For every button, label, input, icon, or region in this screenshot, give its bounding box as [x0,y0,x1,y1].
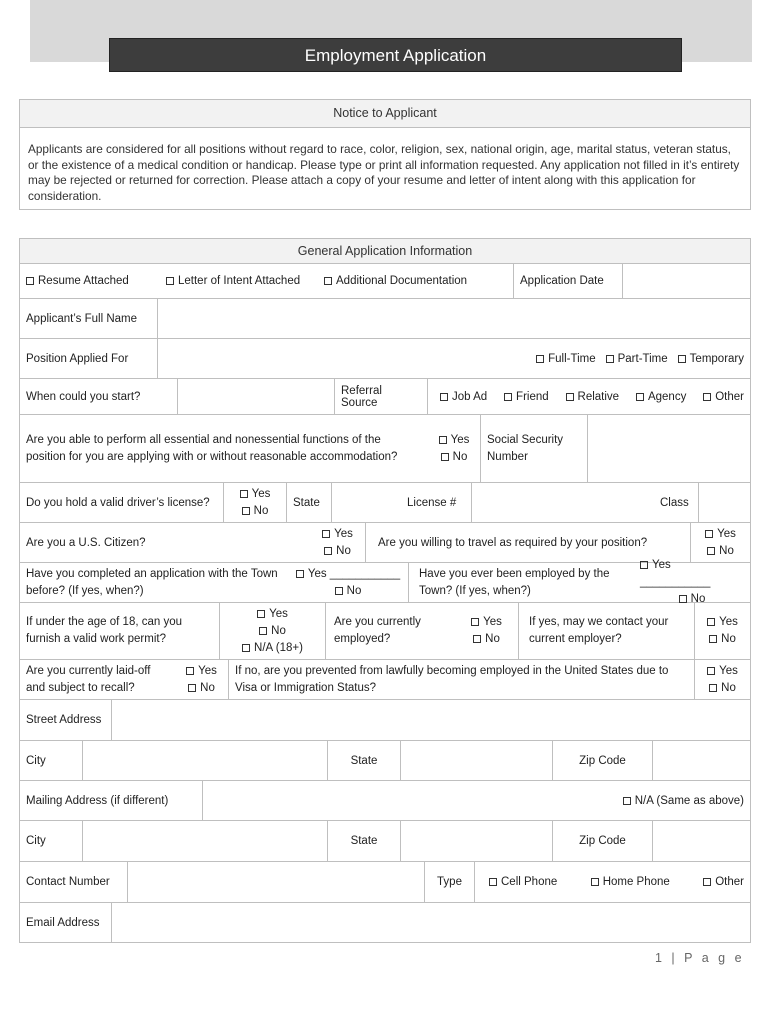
class-label: Class [660,496,689,509]
travel-yes-checkbox[interactable] [705,530,713,538]
agency-label: Agency [647,390,687,403]
citizen-no-label: No [336,544,351,557]
resume-label: Resume Attached [38,274,129,287]
part-time-label: Part-Time [617,352,668,365]
na-same-label: N/A (Same as above) [634,794,744,807]
other-phone-checkbox[interactable] [703,878,711,886]
row-mailing [20,781,750,821]
referral-label: Referral Source [341,384,382,409]
license-state-field[interactable] [331,483,401,522]
employed-no-label: No [485,633,500,645]
other-referral-checkbox[interactable] [703,393,711,401]
license-yes-checkbox[interactable] [240,490,248,498]
contact-employer-yes-checkbox[interactable] [707,618,715,626]
laidoff-yes-checkbox[interactable] [186,667,194,675]
notice-text: Applicants are considered for all positions without regard to race, color, religion, sex, national origin, age, marital status, veteran status, or the existence of a medical condition or handicap. Please type or print all information requested. Any application not filled in it’s entirety may be rejected or returned for correction. Please attach a copy of your resume and letter of intent along with this application for consideration. [28,142,740,203]
employed-yes-label: Yes [483,616,502,628]
contact-number-label: Contact Number [26,876,110,888]
letter-label: Letter of Intent Attached [178,274,301,287]
laidoff-no-checkbox[interactable] [188,684,196,692]
row-full-name [20,299,750,339]
laidoff-question: Are you currently laid-off and subject to recall? [26,664,151,694]
ssn-field[interactable] [587,415,750,482]
row-contact [20,862,750,903]
perform-question: Are you able to perform all essential and nonessential functions of the position for you are applying with or without reasonable accommodation? [26,433,398,463]
perform-no-checkbox[interactable] [441,453,449,461]
relative-checkbox[interactable] [566,393,574,401]
start-label: When could you start? [26,390,141,403]
full-name-field[interactable] [157,299,750,338]
full-time-checkbox[interactable] [536,355,544,363]
row-attachments [20,263,750,299]
street-field[interactable] [111,700,750,740]
full-name-label: Applicant’s Full Name [26,312,138,325]
page-title: Employment Application [109,38,682,72]
row-laidoff-visa [20,660,750,700]
applied-no-checkbox[interactable] [335,587,343,595]
city-field[interactable] [82,741,327,780]
license-state-label: State [293,496,320,509]
cell-phone-label: Cell Phone [501,876,558,888]
travel-question: Are you willing to travel as required by your position? [378,536,648,549]
friend-checkbox[interactable] [504,393,512,401]
employed-no-checkbox[interactable] [473,635,481,643]
job-ad-label: Job Ad [452,390,488,403]
mailing-city-label: City [26,835,46,847]
job-ad-checkbox[interactable] [440,393,448,401]
mailing-state-field[interactable] [400,821,552,861]
application-date-field[interactable] [622,263,750,298]
employed-yes-checkbox[interactable] [471,618,479,626]
employed-before-yes-label: Yes ___________ [640,559,711,588]
temporary-label: Temporary [689,352,744,365]
contact-number-field[interactable] [127,862,424,902]
citizen-yes-checkbox[interactable] [322,530,330,538]
laidoff-no-label: No [200,681,215,694]
under18-yes-checkbox[interactable] [257,610,265,618]
employed-before-question: Have you ever been employed by the Town? (If yes, when?) [419,567,610,597]
state-field[interactable] [400,741,552,780]
license-question: Do you hold a valid driver’s license? [26,496,210,509]
friend-label: Friend [516,390,549,403]
under18-na-label: N/A (18+) [254,641,303,654]
travel-no-checkbox[interactable] [707,547,715,555]
visa-yes-label: Yes [719,664,738,677]
employed-before-no-checkbox[interactable] [679,595,687,603]
additional-docs-label: Additional Documentation [336,274,468,287]
mailing-zip-label: Zip Code [579,835,626,847]
home-phone-label: Home Phone [602,876,670,888]
general-heading: General Application Information [20,239,750,264]
mailing-label: Mailing Address (if different) [26,794,169,807]
position-field[interactable] [157,339,750,378]
relative-label: Relative [577,390,620,403]
other-referral-label: Other [715,390,744,403]
general-info-form [19,238,751,943]
travel-no-label: No [719,544,734,557]
under18-no-checkbox[interactable] [259,627,267,635]
part-time-checkbox[interactable] [606,355,614,363]
ssn-label: Social Security Number [487,433,564,463]
license-number-field[interactable] [471,483,654,522]
start-field[interactable] [177,379,334,414]
license-no-checkbox[interactable] [242,507,250,515]
row-previous-town [20,559,750,605]
street-label: Street Address [26,714,102,726]
row-street [20,700,750,741]
employed-before-yes-checkbox[interactable] [640,561,648,569]
citizen-no-checkbox[interactable] [324,547,332,555]
citizen-question: Are you a U.S. Citizen? [26,536,146,549]
employed-before-no-label: No [690,593,706,605]
cell-phone-checkbox[interactable] [489,878,497,886]
additional-docs-checkbox[interactable] [324,277,332,285]
visa-question: If no, are you prevented from lawfully becoming employed in the United States due to Visa or Immigration Status? [235,664,669,694]
row-city [20,741,750,781]
page-number: 1 | P a g e [655,951,745,965]
under18-na-checkbox[interactable] [242,644,250,652]
row-city-mailing [20,821,750,862]
license-number-label: License # [407,496,457,509]
contact-employer-no-checkbox[interactable] [709,635,717,643]
row-permit-employment [20,603,750,660]
travel-yes-label: Yes [717,527,736,540]
visa-no-checkbox[interactable] [709,684,717,692]
applied-before-question: Have you completed an application with the Town before? (If yes, when?) [26,567,278,597]
applied-yes-checkbox[interactable] [296,570,304,578]
mailing-city-field[interactable] [82,821,327,861]
license-no-label: No [253,504,269,517]
visa-no-label: No [721,681,736,694]
mailing-field[interactable] [202,781,750,820]
city-label: City [26,754,46,767]
letter-checkbox[interactable] [166,277,174,285]
position-label: Position Applied For [26,352,129,365]
row-position [20,339,750,379]
row-start-referral [20,379,750,415]
visa-yes-checkbox[interactable] [707,667,715,675]
laidoff-yes-label: Yes [198,664,217,677]
zip-field[interactable] [652,741,750,780]
contact-employer-question: If yes, may we contact your current employer? [529,616,669,645]
class-field[interactable] [698,483,750,522]
application-date-label: Application Date [520,274,604,287]
under18-no-label: No [271,624,286,637]
email-field[interactable] [111,903,750,943]
perform-yes-checkbox[interactable] [439,436,447,444]
currently-employed-question: Are you currently employed? [334,616,421,645]
temporary-checkbox[interactable] [678,355,686,363]
mailing-state-label: State [350,835,378,847]
citizen-yes-label: Yes [334,527,353,540]
home-phone-checkbox[interactable] [591,878,599,886]
row-perform-ssn [20,415,750,483]
under18-question: If under the age of 18, can you furnish a valid work permit? [26,616,183,645]
full-time-label: Full-Time [548,352,596,365]
other-phone-label: Other [715,876,744,888]
notice-heading: Notice to Applicant [20,100,750,128]
row-license [20,483,750,523]
perform-yes-label: Yes [450,433,470,446]
mailing-zip-field[interactable] [652,821,750,861]
state-label: State [350,754,378,767]
applied-no-label: No [346,584,362,597]
zip-label: Zip Code [579,754,626,767]
license-yes-label: Yes [251,487,271,500]
type-label: Type [437,876,462,888]
applied-yes-label: Yes ___________ [307,567,401,580]
contact-employer-yes-label: Yes [719,616,738,628]
under18-yes-label: Yes [269,607,288,620]
contact-employer-no-label: No [721,633,736,645]
notice-box [19,99,751,210]
resume-checkbox[interactable] [26,277,34,285]
row-email [20,903,750,943]
email-label: Email Address [26,917,100,929]
agency-checkbox[interactable] [636,393,644,401]
na-same-checkbox[interactable] [623,797,631,805]
perform-no-label: No [452,450,468,463]
